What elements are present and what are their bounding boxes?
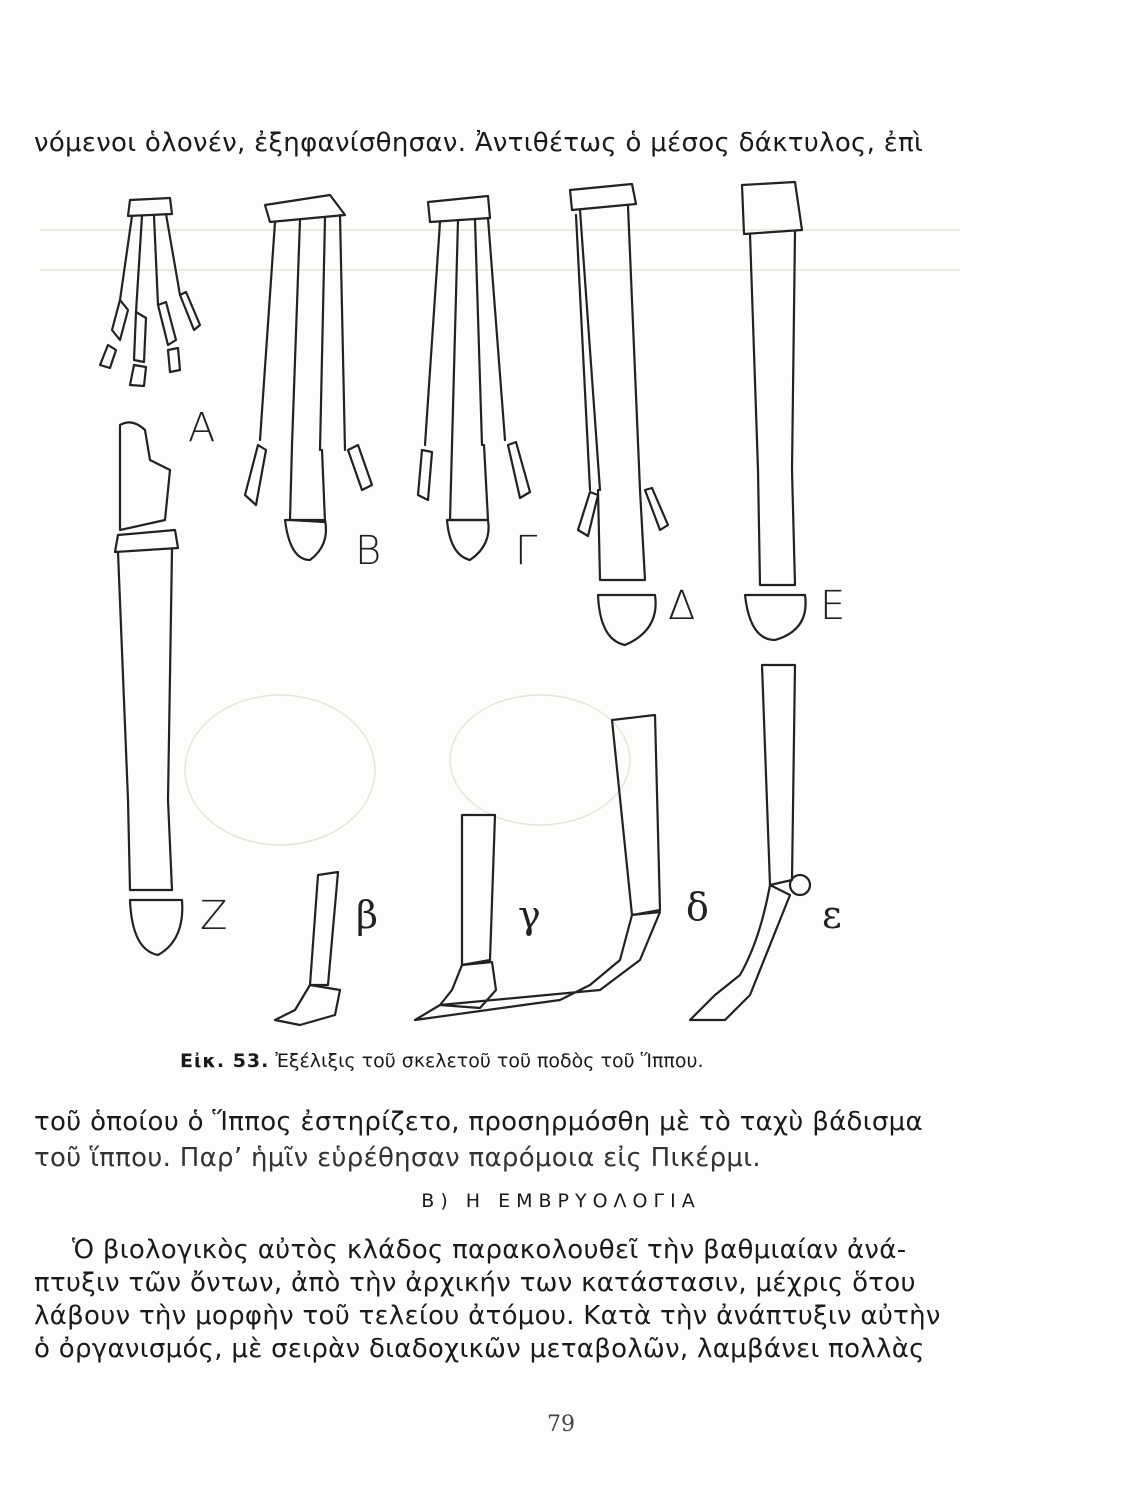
leg-skeleton-delta — [415, 715, 660, 1020]
foot-skeleton-a — [100, 198, 200, 386]
section-heading: Β) Η ΕΜΒΡΥΟΛΟΓΙΑ — [421, 1190, 701, 1212]
figure-label-d: Δ — [668, 583, 696, 629]
leg-skeleton-epsilon — [690, 665, 810, 1020]
paragraph2-line4: ὁ ὀργανισμός, μὲ σειρὰν διαδοχικῶν μεταβολῶν, λαμβάνει πολλὰς — [34, 1334, 925, 1364]
paragraph2-line3: λάβουν τὴν μορφὴν τοῦ τελείου ἀτόμου. Κατὰ τὴν ἀνάπτυξιν αὐτὴν — [34, 1301, 941, 1331]
figure-label-delta: δ — [686, 885, 709, 929]
figure-label-g: Γ — [515, 528, 538, 574]
leg-skeleton-beta — [275, 872, 340, 1025]
foot-skeleton-b — [245, 195, 372, 560]
paragraph1-line2: τοῦ ἵππου. Παρ’ ἡμῖν εὑρέθησαν παρόμοια εἰς Πικέρμι. — [34, 1143, 761, 1173]
figure-label-gamma: γ — [518, 893, 541, 937]
figure-label-b: Β — [355, 528, 382, 574]
caption-text: Ἐξέλιξις τοῦ σκελετοῦ τοῦ ποδὸς τοῦ Ἵππου. — [275, 1050, 704, 1072]
paragraph2-line2: πτυξιν τῶν ὄντων, ἀπὸ τὴν ἀρχικήν των κατάστασιν, μέχρις ὅτου — [34, 1268, 916, 1298]
figure-label-e: Ε — [820, 583, 846, 629]
figure-label-beta: β — [356, 893, 378, 937]
leg-skeleton-gamma — [440, 815, 496, 1008]
figure-label-a: Α — [188, 405, 216, 451]
foot-skeleton-e — [742, 182, 806, 640]
foot-skeleton-g — [418, 196, 530, 560]
figure-caption — [180, 1050, 704, 1072]
paragraph2-line1: Ὁ βιολογικὸς αὐτὸς κλάδος παρακολουθεῖ τὴν βαθμιαίαν ἀνά- — [72, 1235, 907, 1265]
caption-number: Εἰκ. 53. — [180, 1050, 270, 1072]
page-number: 79 — [547, 1412, 575, 1437]
figure-label-z: Ζ — [200, 893, 228, 939]
body-text-top-line: νόμενοι ὁλονέν, ἐξηφανίσθησαν. Ἀντιθέτως ὁ μέσος δάκτυλος, ἐπὶ — [34, 128, 924, 158]
figure-label-epsilon: ε — [822, 893, 842, 937]
foot-skeleton-d — [570, 184, 668, 645]
foot-skeleton-z — [115, 422, 182, 955]
paragraph1-line1: τοῦ ὁποίου ὁ Ἵππος ἐστηρίζετο, προσηρμόσθη μὲ τὸ ταχὺ βάδισμα — [34, 1107, 923, 1137]
show-through-ghost — [40, 230, 960, 845]
